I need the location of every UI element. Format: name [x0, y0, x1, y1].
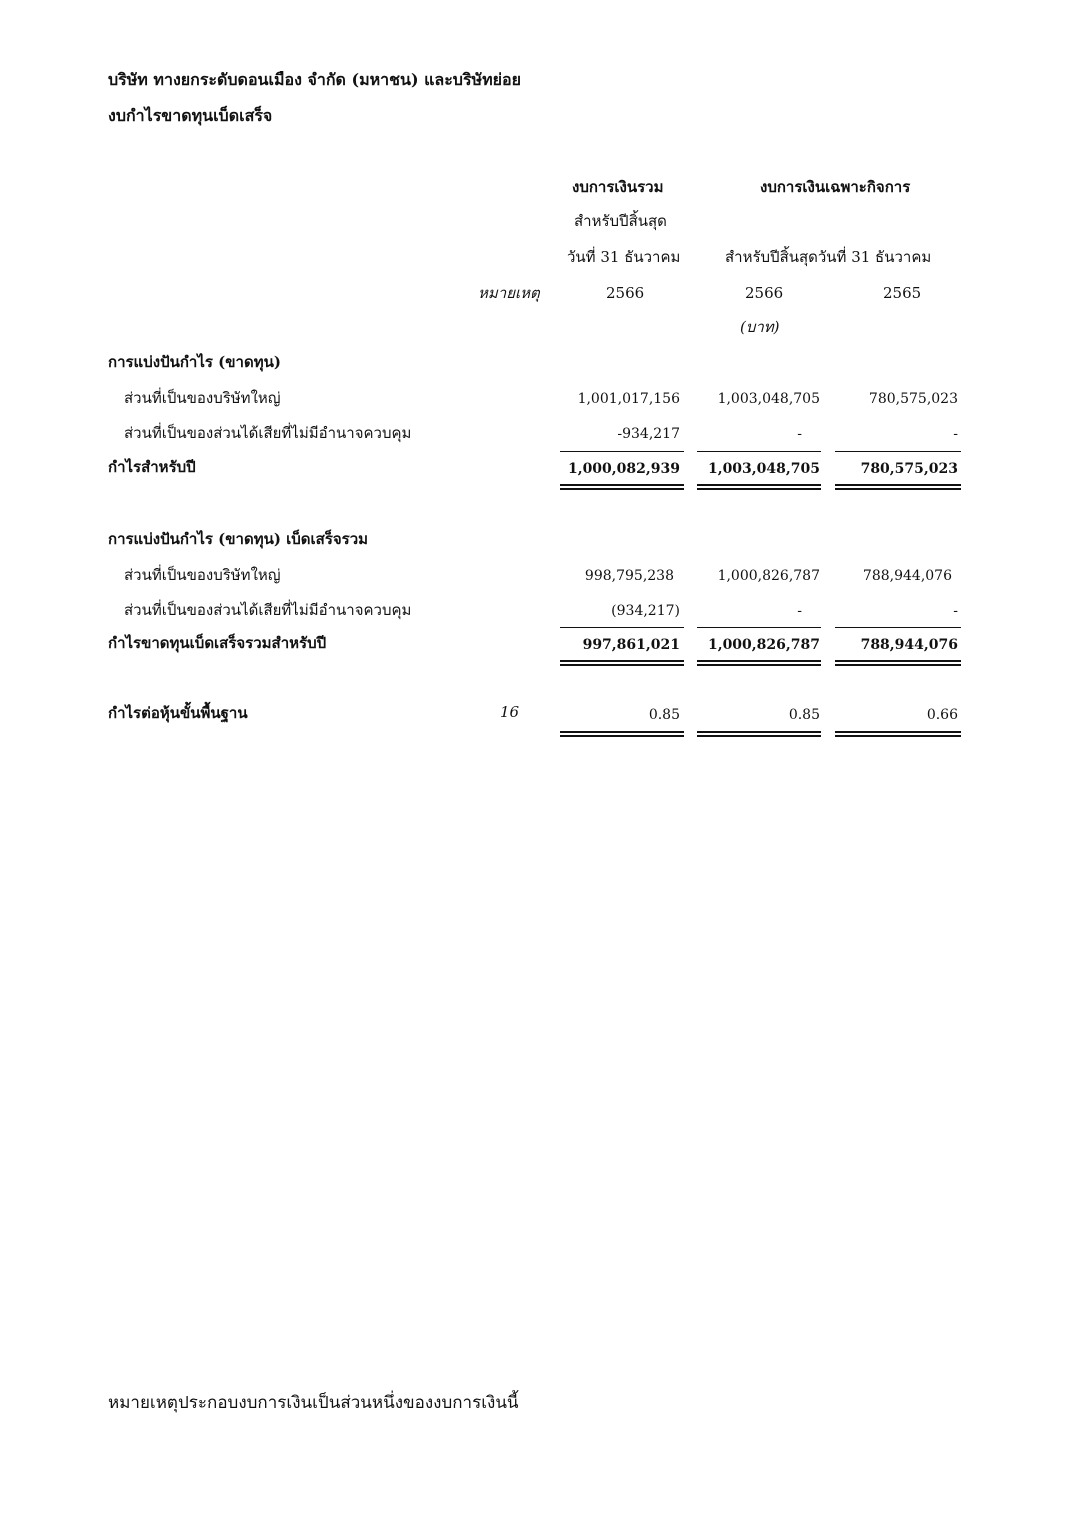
profit-row-parent-c1: 1,001,017,156 [577, 391, 680, 407]
subtotal-line-c2 [697, 627, 821, 628]
comprehensive-row-parent-c2: 1,000,826,787 [717, 568, 820, 584]
comprehensive-row-parent-c1: 998,795,238 [584, 568, 674, 584]
comprehensive-row-nci-c3: - [953, 603, 958, 619]
comprehensive-row-parent-label: ส่วนที่เป็นของบริษัทใหญ่ [124, 566, 281, 584]
comprehensive-row-nci-c2: - [797, 603, 802, 619]
subtotal-line-c1 [560, 451, 684, 452]
eps-c2: 0.85 [788, 707, 820, 723]
profit-total-label: กำไรสำหรับปี [108, 458, 196, 476]
statement-title: งบกำไรขาดทุนเบ็ดเสร็จ [108, 106, 273, 125]
eps-label: กำไรต่อหุ้นขั้นพื้นฐาน [108, 704, 248, 722]
separate-period: สำหรับปีสิ้นสุดวันที่ 31 ธันวาคม [725, 248, 932, 266]
eps-double-line-c1 [560, 731, 684, 737]
eps-double-line-c2 [697, 731, 821, 737]
total-double-line-c3 [835, 660, 961, 666]
comprehensive-total-c3: 788,944,076 [860, 637, 958, 653]
note-column-header: หมายเหตุ [478, 284, 540, 302]
separate-header: งบการเงินเฉพาะกิจการ [760, 178, 911, 196]
eps-c1: 0.85 [648, 707, 680, 723]
subtotal-line-c3 [835, 627, 961, 628]
profit-total-c1: 1,000,082,939 [567, 461, 680, 477]
subtotal-line-c1 [560, 627, 684, 628]
subtotal-line-c3 [835, 451, 961, 452]
comprehensive-total-c2: 1,000,826,787 [707, 637, 820, 653]
profit-row-nci-label: ส่วนที่เป็นของส่วนได้เสียที่ไม่มีอำนาจควบคุม [124, 424, 412, 442]
footer-note: หมายเหตุประกอบงบการเงินเป็นส่วนหนึ่งของงบการเงินนี้ [108, 1393, 519, 1413]
comprehensive-row-parent-c3: 788,944,076 [862, 568, 952, 584]
profit-total-c3: 780,575,023 [860, 461, 958, 477]
year-separate-2565: 2565 [883, 284, 922, 302]
consolidated-header: งบการเงินรวม [572, 178, 664, 196]
total-double-line-c3 [835, 484, 961, 490]
company-name: บริษัท ทางยกระดับดอนเมือง จำกัด (มหาชน) และบริษัทย่อย [108, 70, 522, 89]
comprehensive-section-title: การแบ่งปันกำไร (ขาดทุน) เบ็ดเสร็จรวม [108, 530, 369, 548]
total-double-line-c1 [560, 484, 684, 490]
profit-total-c2: 1,003,048,705 [707, 461, 820, 477]
profit-row-parent-c3: 780,575,023 [868, 391, 958, 407]
profit-row-parent-c2: 1,003,048,705 [717, 391, 820, 407]
consolidated-period-line2: วันที่ 31 ธันวาคม [567, 248, 681, 266]
profit-row-nci-c2: - [797, 426, 802, 442]
profit-row-nci-c1: -934,217 [617, 426, 680, 442]
comprehensive-row-nci-c1: (934,217) [611, 603, 680, 619]
unit-label: (บาท) [740, 318, 780, 336]
total-double-line-c1 [560, 660, 684, 666]
comprehensive-row-nci-label: ส่วนที่เป็นของส่วนได้เสียที่ไม่มีอำนาจควบคุม [124, 601, 412, 619]
year-separate-2566: 2566 [745, 284, 784, 302]
year-consolidated-2566: 2566 [606, 284, 645, 302]
comprehensive-total-c1: 997,861,021 [582, 637, 680, 653]
profit-row-parent-label: ส่วนที่เป็นของบริษัทใหญ่ [124, 389, 281, 407]
comprehensive-total-label: กำไรขาดทุนเบ็ดเสร็จรวมสำหรับปี [108, 634, 327, 652]
eps-c3: 0.66 [926, 707, 958, 723]
total-double-line-c2 [697, 660, 821, 666]
subtotal-line-c2 [697, 451, 821, 452]
consolidated-period-line1: สำหรับปีสิ้นสุด [574, 212, 667, 230]
profit-row-nci-c3: - [953, 426, 958, 442]
profit-section-title: การแบ่งปันกำไร (ขาดทุน) [108, 353, 281, 371]
total-double-line-c2 [697, 484, 821, 490]
eps-note-ref: 16 [500, 703, 520, 721]
eps-double-line-c3 [835, 731, 961, 737]
